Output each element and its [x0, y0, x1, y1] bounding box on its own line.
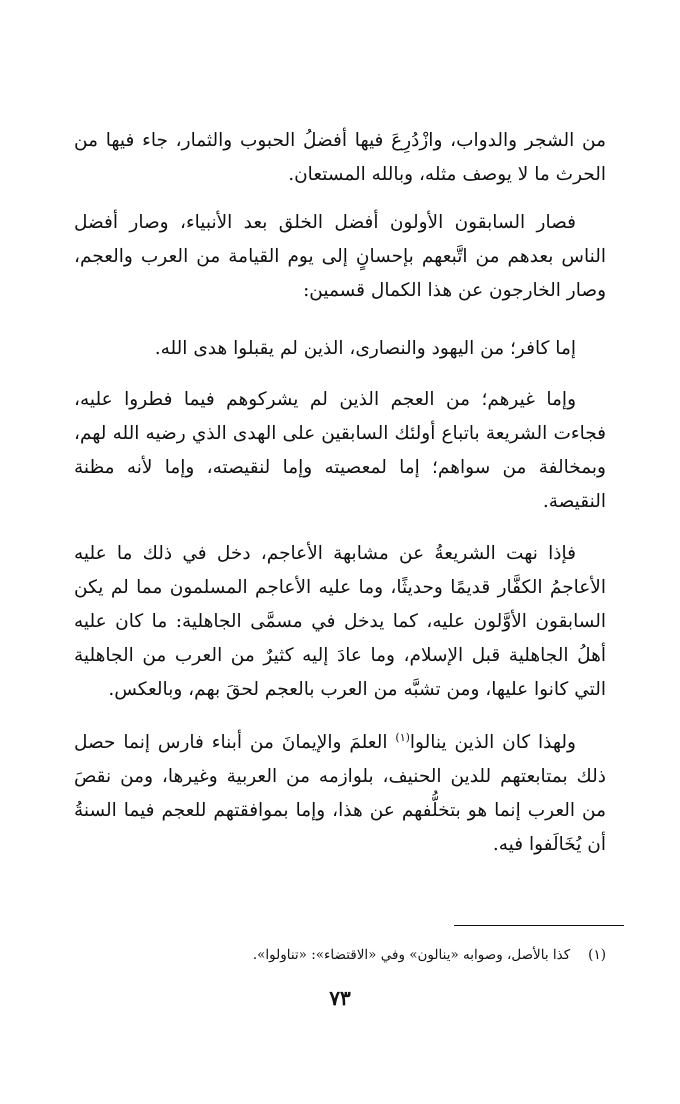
- paragraph-6-start: ولهذا كان الذين ينالوا: [409, 732, 576, 753]
- page-number: ٧٣: [329, 986, 351, 1010]
- paragraph-3: إما كافر؛ من اليهود والنصارى، الذين لم يقبلوا هدى الله.: [154, 338, 576, 359]
- paragraph-2: فصار السابقون الأولون أفضل الخلق بعد الأنبياء، وصار أفضل الناس بعدهم من اتَّبعهم بإحسانٍ إلى يوم القيامة من العرب والعجم، وصار الخارجون عن هذا الكمال قسمين:: [74, 212, 606, 301]
- footnote-reference[interactable]: (١): [395, 730, 410, 744]
- paragraph-5: فإذا نهت الشريعةُ عن مشابهة الأعاجم، دخل في ذلك ما عليه الأعاجمُ الكفَّار قديمًا وحديثًا، وما عليه الأعاجم المسلمون مما لم يكن السابقون الأوَّلون عليه، كما يدخل في مسمَّى الجاهلية: ما كان عليه أهلُ الجاهلية قبل الإسلام، وما عادَ إليه كثيرٌ من العرب من الجاهلية التي كانوا عليها، ومن تشبَّه من العرب بالعجم لحقَ بهم، وبالعكس.: [74, 543, 607, 700]
- paragraph-4: وإما غيرهم؛ من العجم الذين لم يشركوهم فيما فطروا عليه، فجاءت الشريعة باتباع أولئك السابقين على الهدى الذي رضيه الله لهم، وبمخالفة من سواهم؛ إما لمعصيته وإما لنقيصته، وإما لأنه مظنة النقيصة.: [74, 389, 606, 512]
- paragraph-1: من الشجر والدواب، وازْدُرِعَ فيها أفضلُ الحبوب والثمار، جاء فيها من الحرث ما لا يوصف مثله، وبالله المستعان.: [74, 130, 606, 185]
- footnote-text: كذا بالأصل، وصوابه «ينالون» وفي «الاقتضاء»: «تناولوا».: [252, 947, 571, 963]
- paragraph-6-rest: العلمَ والإيمانَ من أبناء فارس إنما حصل ذلك بمتابعتهم للدين الحنيف، بلوازمه من العربية وغيرها، ومن نقصَ من العرب إنما هو بتخلُّفهم عن هذا، وإما بموافقتهم للعجم فيما السنةُ أن يُخَالَفوا فيه.: [74, 732, 606, 855]
- paragraph-6: [74, 726, 606, 862]
- footnote-number: (١): [588, 947, 606, 963]
- footnote-separator: [454, 925, 624, 926]
- footnote: [74, 944, 606, 966]
